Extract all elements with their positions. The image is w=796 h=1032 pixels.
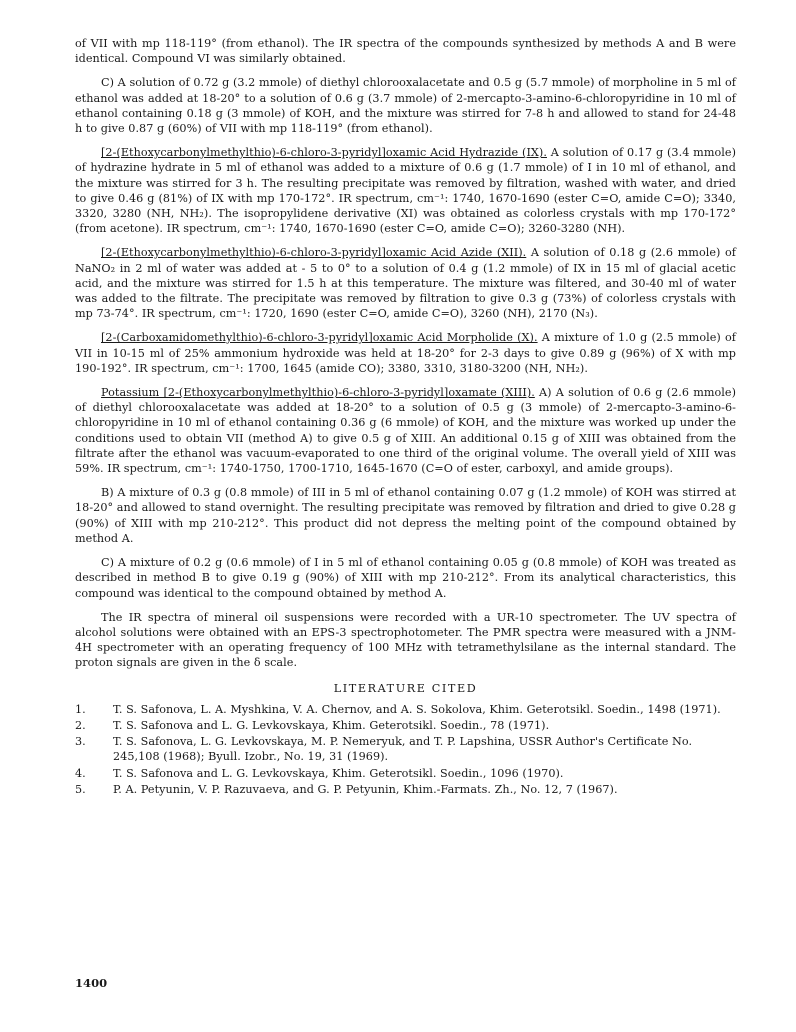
reference-list <box>75 702 736 797</box>
paragraph-method-c-xiii <box>75 555 736 601</box>
reference-item <box>75 782 736 797</box>
reference-item <box>75 718 736 733</box>
reference-number: 3. <box>75 735 86 749</box>
reference-text: T. S. Safonova, L. G. Levkovskaya, M. P. Nemeryuk, and T. P. Lapshina, USSR Author's Certificate No. 245,108 (1968); Byull. Izobr., No. 19, 31 (1969). <box>113 735 693 764</box>
paragraph-method-c-vii <box>75 75 736 136</box>
compound-title: [2-(Ethoxycarbonylmethylthio)-6-chloro-3-pyridyl]oxamic Acid Hydrazide (IX). <box>101 146 547 160</box>
compound-title: [2-(Carboxamidomethylthio)-6-chloro-3-pyridyl]oxamic Acid Morpholide (X). <box>101 331 538 345</box>
paragraph-continuation <box>75 36 736 66</box>
reference-text: T. S. Safonova and L. G. Levkovskaya, Khim. Geterotsikl. Soedin., 1096 (1970). <box>113 766 564 780</box>
reference-number: 1. <box>75 702 86 716</box>
paragraph-text: The IR spectra of mineral oil suspensions were recorded with a UR-10 spectrometer. The UV spectra of alcohol solutions were obtained with an EPS-3 spectrophotometer. The PMR spectra were measured with a JNM-4H spectrometer with an operating frequency of 100 MHz with tetramethylsilane as the internal standard. The proton signals are given in the δ scale. <box>75 610 736 670</box>
reference-number: 4. <box>75 766 86 780</box>
paragraph-azide-xii <box>75 245 736 321</box>
reference-number: 5. <box>75 782 86 796</box>
paragraph-spectra-notes <box>75 610 736 671</box>
reference-number: 2. <box>75 718 86 732</box>
compound-title: Potassium [2-(Ethoxycarbonylmethylthio)-6-chloro-3-pyridyl]oxamate (XIII). <box>101 386 535 400</box>
paragraph-text: of VII with mp 118-119° (from ethanol). The IR spectra of the compounds synthesized by methods A and B were identical. Compound VI was similarly obtained. <box>75 37 736 66</box>
compound-title: [2-(Ethoxycarbonylmethylthio)-6-chloro-3-pyridyl]oxamic Acid Azide (XII). <box>101 246 527 260</box>
paragraph-text: B) A mixture of 0.3 g (0.8 mmole) of III in 5 ml of ethanol containing 0.07 g (1.2 mmole) of KOH was stirred at 18-20° and allowed to stand overnight. The resulting precipitate was removed by filtration and dried to give 0.28 g (90%) of XIII with mp 210-212°. This product did not depress the melting point of the compound obtained by method A. <box>75 486 736 545</box>
paragraph-oxamate-xiii <box>75 385 736 476</box>
paragraph-text: C) A mixture of 0.2 g (0.6 mmole) of I in 5 ml of ethanol containing 0.05 g (0.8 mmole) of KOH was treated as described in method B to give 0.19 g (90%) of XIII with mp 210-212°. From its analytical characteristics, this compound was identical to the compound obtained by method A. <box>75 556 736 600</box>
reference-item <box>75 734 736 764</box>
reference-item <box>75 702 736 717</box>
reference-text: T. S. Safonova, L. A. Myshkina, V. A. Chernov, and A. S. Sokolova, Khim. Geterotsikl. Soedin., 1498 (1971). <box>113 702 721 716</box>
page-number: 1400 <box>75 976 108 990</box>
paragraph-hydrazide-ix <box>75 145 736 236</box>
paragraph-text: A solution of 0.17 g (3.4 mmole) of hydrazine hydrate in 5 ml of ethanol was added to a mixture of 0.6 g (1.7 mmole) of I in 10 ml of ethanol, and the mixture was stirred for 3 h. The resulting precipitate was removed by filtration, washed with water, and dried to give 0.46 g (81%) of IX with mp 170-172°. IR spectrum, cm⁻¹: 1740, 1670-1690 (ester C=O, amide C=O); 3340, 3320, 3280 (NH, NH₂). The isopropylidene derivative (XI) was obtained as colorless crystals with mp 170-172° (from acetone). IR spectrum, cm⁻¹: 1740, 1670-1690 (ester C=O, amide C=O); 3260-3280 (NH). <box>75 146 736 236</box>
paragraph-morpholide-x <box>75 330 736 376</box>
paragraph-method-b-xiii <box>75 485 736 546</box>
paragraph-text: A) A solution of 0.6 g (2.6 mmole) of diethyl chlorooxalacetate was added at 18-20° to a solution of 0.5 g (3 mmole) of 2-mercapto-3-amino-6-chloropyridine in 10 ml of ethanol containing 0.36 g (6 mmole) of KOH, and the mixture was worked up under the conditions used to obtain VII (method A) to give 0.5 g of XIII. An additional 0.15 g of XIII was obtained from the filtrate after the ethanol was vacuum-evaporated to one third of the original volume. The overall yield of XIII was 59%. IR spectrum, cm⁻¹: 1740-1750, 1700-1710, 1645-1670 (C=O of ester, carboxyl, and amide groups). <box>75 386 737 476</box>
reference-text: P. A. Petyunin, V. P. Razuvaeva, and G. P. Petyunin, Khim.-Farmats. Zh., No. 12, 7 (1967). <box>113 782 618 796</box>
paragraph-text: A solution of 0.18 g (2.6 mmole) of NaNO₂ in 2 ml of water was added at - 5 to 0° to a solution of 0.4 g (1.2 mmole) of IX in 15 ml of glacial acetic acid, and the mixture was stirred for 1.5 h at this temperature. The mixture was filtered, and 30-40 ml of water was added to the filtrate. The precipitate was removed by filtration to give 0.3 g (73%) of colorless crystals with mp 73-74°. IR spectrum, cm⁻¹: 1720, 1690 (ester C=O, amide C=O), 3260 (NH), 2170 (N₃). <box>75 246 736 321</box>
reference-item <box>75 766 736 781</box>
reference-text: T. S. Safonova and L. G. Levkovskaya, Khim. Geterotsikl. Soedin., 78 (1971). <box>113 718 550 732</box>
literature-heading: LITERATURE CITED <box>333 681 478 695</box>
paragraph-text: A mixture of 1.0 g (2.5 mmole) of VII in 10-15 ml of 25% ammonium hydroxide was held at 18-20° for 2-3 days to give 0.89 g (96%) of X with mp 190-192°. IR spectrum, cm⁻¹: 1700, 1645 (amide CO); 3380, 3310, 3180-3200 (NH, NH₂). <box>75 331 736 375</box>
paragraph-text: C) A solution of 0.72 g (3.2 mmole) of diethyl chlorooxalacetate and 0.5 g (5.7 mmole) of morpholine in 5 ml of ethanol was added at 18-20° to a solution of 0.6 g (3.7 mmole) of 2-mercapto-3-amino-6-chloropyridine in 10 ml of ethanol containing 0.18 g (3 mmole) of KOH, and the mixture was stirred for 7-8 h and allowed to stand for 24-48 h to give 0.87 g (60%) of VII with mp 118-119° (from ethanol). <box>75 76 736 136</box>
